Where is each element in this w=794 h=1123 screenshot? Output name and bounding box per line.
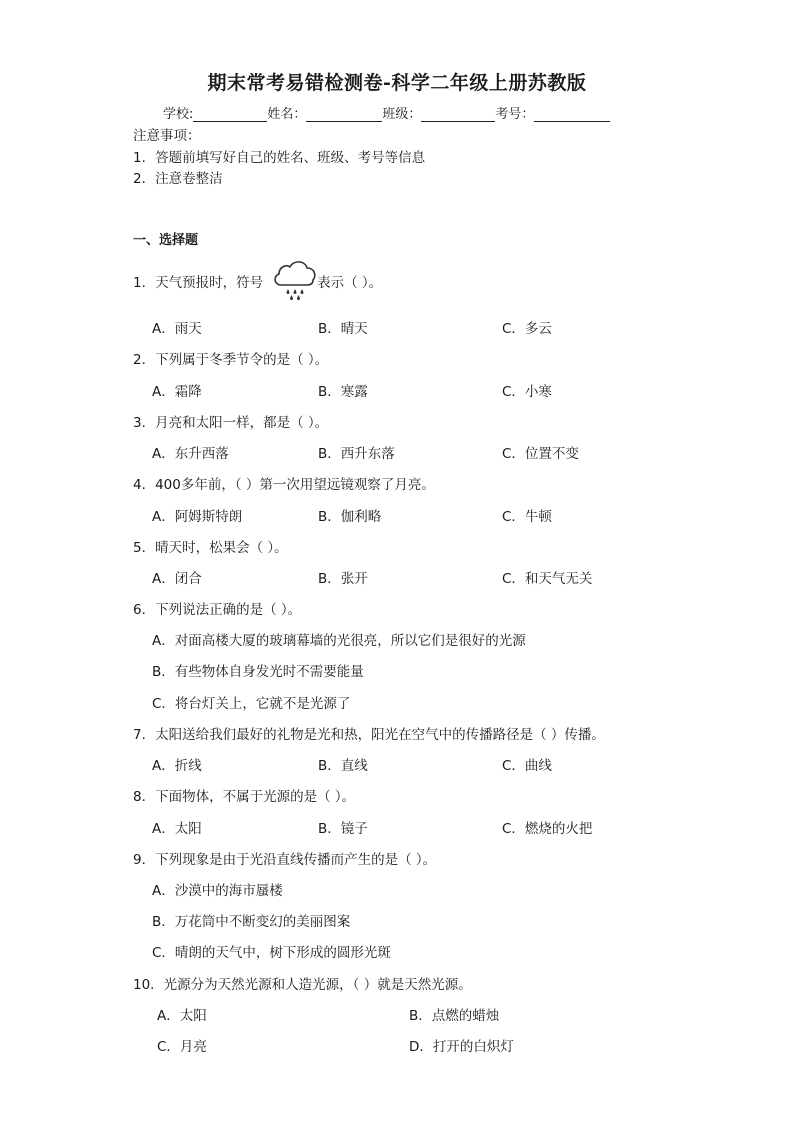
option-5a[interactable]: A．闭合 (152, 571, 202, 587)
option-8c[interactable]: C．燃烧的火把 (502, 821, 593, 837)
question-1-stem: 1．天气预报时，符号 表示（ ）。 (133, 275, 383, 291)
note-item: 2．注意卷整洁 (133, 171, 223, 187)
notes-heading: 注意事项： (133, 128, 201, 144)
option-10b[interactable]: B．点燃的蜡烛 (409, 1008, 500, 1024)
exam-no-label: 考号： (495, 107, 535, 122)
option-7b[interactable]: B．直线 (318, 758, 368, 774)
name-blank[interactable] (306, 107, 382, 122)
option-3a[interactable]: A．东升西落 (152, 446, 229, 462)
option-8b[interactable]: B．镜子 (318, 821, 368, 837)
option-6b[interactable]: B．有些物体自身发光时不需要能量 (152, 664, 364, 680)
question-9-stem: 9．下列现象是由于光沿直线传播而产生的是（ ）。 (133, 852, 437, 868)
option-6a[interactable]: A．对面高楼大厦的玻璃幕墙的光很亮，所以它们是很好的光源 (152, 633, 526, 649)
note-item: 1．答题前填写好自己的姓名、班级、考号等信息 (133, 150, 426, 166)
option-7a[interactable]: A．折线 (152, 758, 202, 774)
question-6-stem: 6．下列说法正确的是（ ）。 (133, 602, 302, 618)
student-info-line (163, 103, 610, 122)
exam-no-blank[interactable] (534, 107, 610, 122)
option-2b[interactable]: B．寒露 (318, 384, 368, 400)
option-5b[interactable]: B．张开 (318, 571, 368, 587)
question-7-stem: 7．太阳送给我们最好的礼物是光和热，阳光在空气中的传播路径是（ ）传播。 (133, 727, 605, 743)
question-4-stem: 4．400多年前，（ ）第一次用望远镜观察了月亮。 (133, 477, 435, 493)
option-9c[interactable]: C．晴朗的天气中，树下形成的圆形光斑 (152, 945, 391, 961)
option-5c[interactable]: C．和天气无关 (502, 571, 593, 587)
school-blank[interactable] (193, 107, 267, 122)
option-2a[interactable]: A．霜降 (152, 384, 202, 400)
question-10-stem: 10．光源分为天然光源和人造光源，（ ）就是天然光源。 (133, 977, 472, 993)
option-7c[interactable]: C．曲线 (502, 758, 552, 774)
option-1b[interactable]: B．晴天 (318, 321, 368, 337)
option-9b[interactable]: B．万花筒中不断变幻的美丽图案 (152, 914, 351, 930)
question-8-stem: 8．下面物体，不属于光源的是（ ）。 (133, 789, 356, 805)
option-3b[interactable]: B．西升东落 (318, 446, 395, 462)
option-10c[interactable]: C．月亮 (157, 1039, 207, 1055)
question-3-stem: 3．月亮和太阳一样，都是（ ）。 (133, 415, 329, 431)
option-3c[interactable]: C．位置不变 (502, 446, 579, 462)
option-8a[interactable]: A．太阳 (152, 821, 202, 837)
class-label: 班级： (382, 107, 422, 122)
option-1c[interactable]: C．多云 (502, 321, 552, 337)
option-1a[interactable]: A．雨天 (152, 321, 202, 337)
option-4b[interactable]: B．伽利略 (318, 509, 382, 525)
name-label: 姓名： (267, 107, 307, 122)
option-4c[interactable]: C．牛顿 (502, 509, 552, 525)
option-6c[interactable]: C．将台灯关上，它就不是光源了 (152, 696, 351, 712)
option-10a[interactable]: A．太阳 (157, 1008, 207, 1024)
rain-cloud-icon (271, 256, 319, 302)
option-10d[interactable]: D．打开的白炽灯 (409, 1039, 514, 1055)
class-blank[interactable] (421, 107, 495, 122)
question-5-stem: 5．晴天时，松果会（ ）。 (133, 540, 288, 556)
option-2c[interactable]: C．小寒 (502, 384, 552, 400)
school-label: 学校: (163, 107, 194, 122)
page-title: 期末常考易错检测卷-科学二年级上册苏教版 (207, 72, 587, 94)
section-heading: 一、选择题 (133, 233, 199, 248)
question-2-stem: 2．下列属于冬季节令的是（ ）。 (133, 352, 329, 368)
option-9a[interactable]: A．沙漠中的海市蜃楼 (152, 883, 283, 899)
option-4a[interactable]: A．阿姆斯特朗 (152, 509, 243, 525)
